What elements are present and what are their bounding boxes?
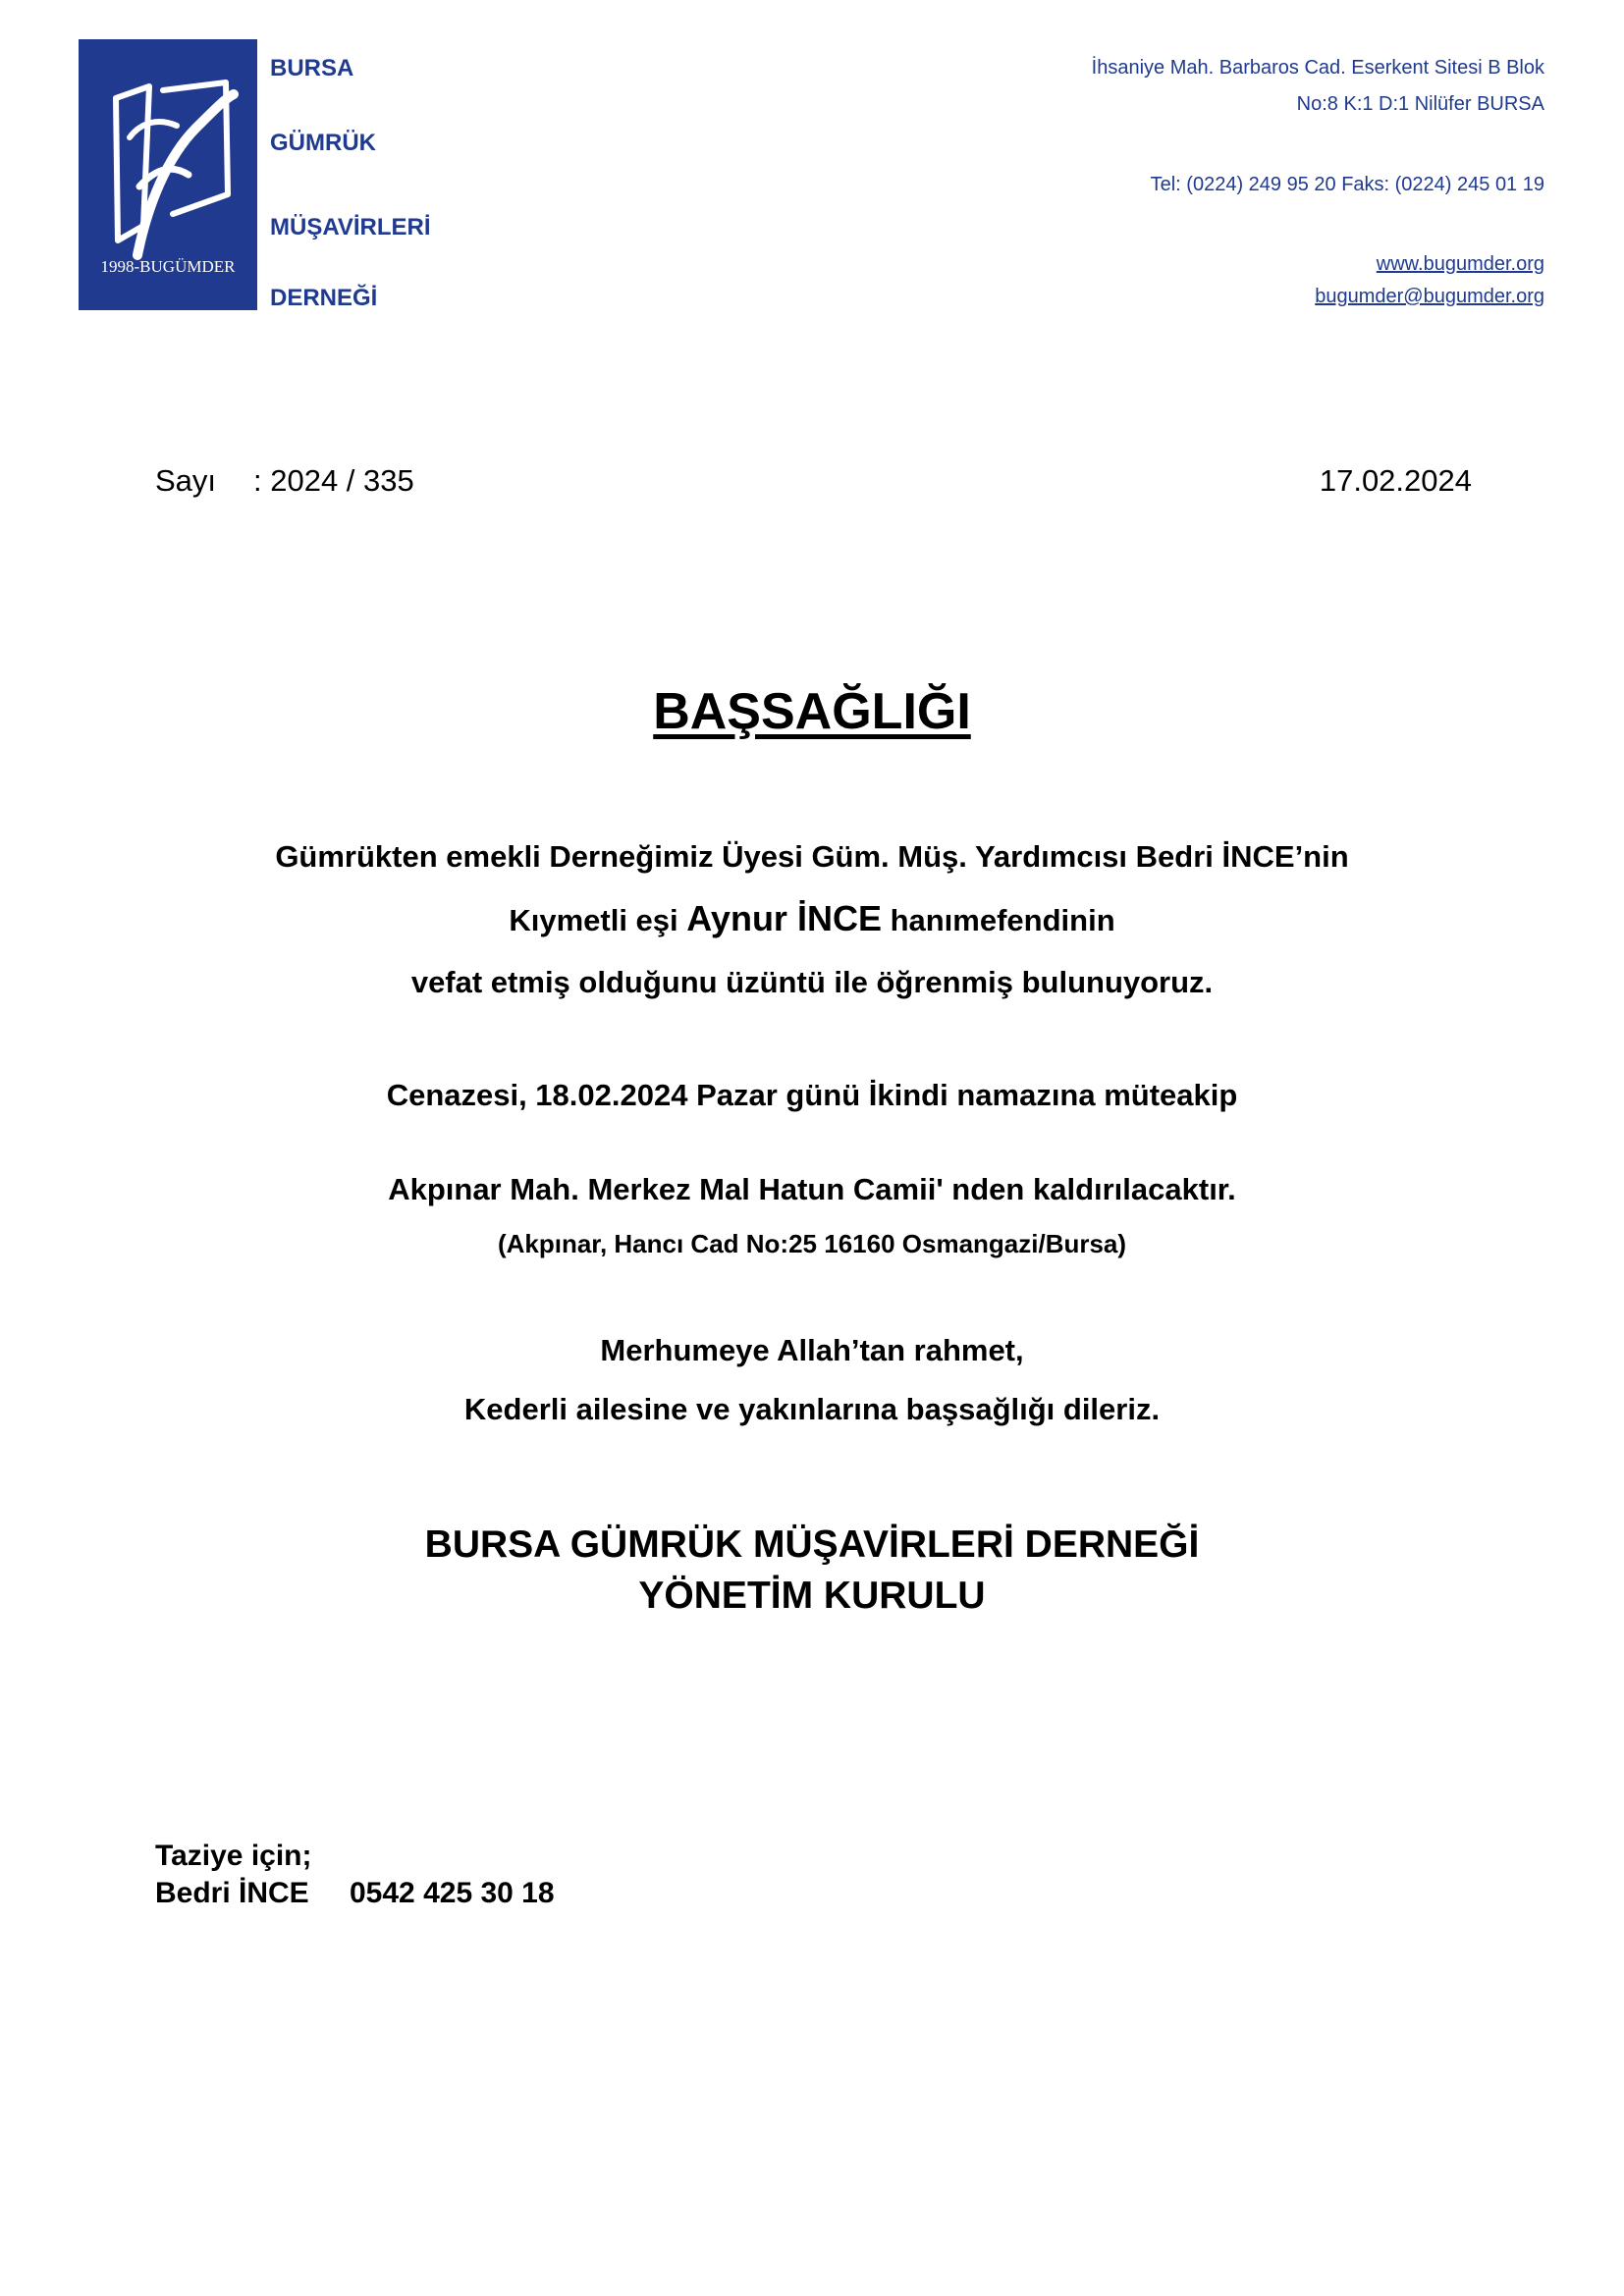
signature-line-2: YÖNETİM KURULU (638, 1575, 986, 1617)
org-name-line-4: DERNEĞİ (270, 285, 378, 311)
mosque-address: (Akpınar, Hancı Cad No:25 16160 Osmangazi/Bursa) (497, 1229, 1127, 1258)
signature-line-1: BURSA GÜMRÜK MÜŞAVİRLERİ DERNEĞİ (424, 1523, 1200, 1566)
email-link[interactable]: bugumder@bugumder.org (1315, 286, 1544, 307)
reference-label: Sayı (155, 463, 217, 498)
page-title: BAŞSAĞLIĞI (653, 683, 971, 740)
address-line-2: No:8 K:1 D:1 Nilüfer BURSA (1296, 93, 1544, 115)
contact-phone: 0542 425 30 18 (350, 1877, 555, 1909)
contact-label: Taziye için; (155, 1840, 312, 1872)
body-line-2-prefix: Kıymetli eşi (509, 903, 687, 937)
body-line-1: Gümrükten emekli Derneğimiz Üyesi Güm. Müş. Yardımcısı Bedri İNCE’nin (275, 839, 1349, 874)
phone-fax: Tel: (0224) 249 95 20 Faks: (0224) 245 01 19 (1150, 174, 1544, 195)
contact-name: Bedri İNCE (155, 1877, 309, 1909)
condolence-line-1: Merhumeye Allah’tan rahmet, (600, 1333, 1024, 1367)
association-logo (79, 39, 257, 310)
deceased-name: Aynur İNCE (686, 898, 882, 938)
logo-caption: 1998-BUGÜMDER (100, 257, 236, 276)
org-name-line-1: BURSA (270, 55, 354, 81)
org-name-line-2: GÜMRÜK (270, 130, 376, 156)
reference-number: : 2024 / 335 (253, 463, 414, 498)
body-line-3: vefat etmiş olduğunu üzüntü ile öğrenmiş bulunuyoruz. (410, 965, 1214, 999)
org-name-line-3: MÜŞAVİRLERİ (270, 214, 431, 240)
website-link[interactable]: www.bugumder.org (1376, 253, 1544, 275)
funeral-line-2: Akpınar Mah. Merkez Mal Hatun Camii' nden kaldırılacaktır. (388, 1172, 1236, 1206)
body-line-2-suffix: hanımefendinin (881, 903, 1115, 937)
funeral-line-1: Cenazesi, 18.02.2024 Pazar günü İkindi namazına müteakip (386, 1078, 1238, 1112)
document-date: 17.02.2024 (1319, 463, 1472, 498)
body-line-2 (0, 898, 1624, 939)
condolence-line-2: Kederli ailesine ve yakınlarına başsağlığı dileriz. (463, 1392, 1161, 1426)
address-line-1: İhsaniye Mah. Barbaros Cad. Eserkent Sitesi B Blok (1091, 57, 1544, 79)
